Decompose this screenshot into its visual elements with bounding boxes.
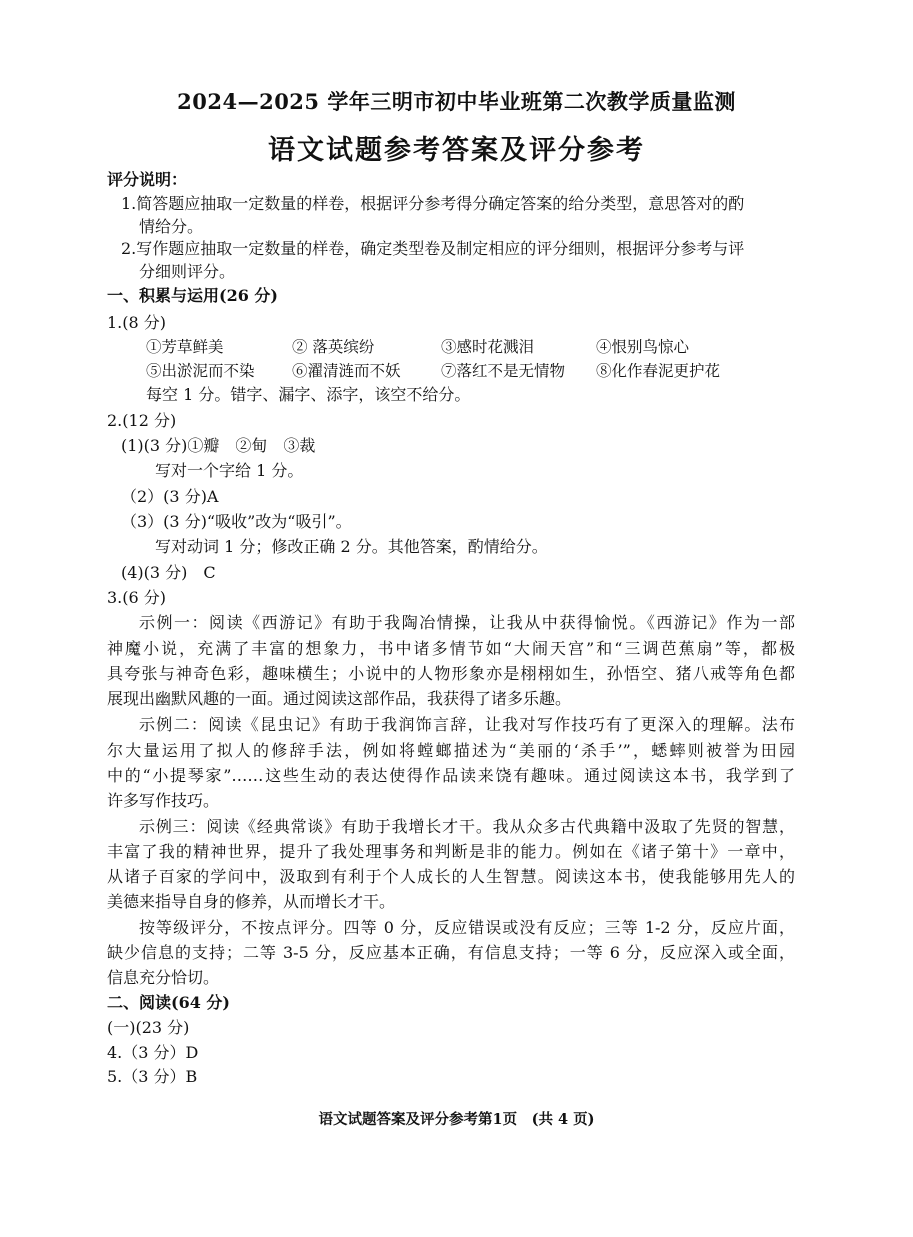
- note-2-line-1: 2.写作题应抽取一定数量的样卷，确定类型卷及制定相应的评分细则，根据评分参考与评: [121, 239, 745, 258]
- q1-answer-4: ④恨别鸟惊心: [596, 338, 690, 356]
- q1-answer-5: ⑤出淤泥而不染: [146, 362, 255, 380]
- document-title: 语文试题参考答案及评分参考: [268, 135, 645, 166]
- q3-example3-line4: 美德来指导自身的修养，从而增长才干。: [107, 892, 396, 911]
- q3-rule-line2: 缺少信息的支持；二等 3-5 分，反应基本正确，有信息支持；一等 6 分，反应深入或全面，: [107, 943, 795, 962]
- q3-example3-line3: 从诸子百家的学问中，汲取到有利于个人成长的人生智慧。阅读这本书，使我能够用先人的: [107, 867, 795, 886]
- part2-section1: (一)(23 分): [107, 1018, 190, 1037]
- q4-answer: 4.（3 分）D: [107, 1043, 199, 1062]
- q2-label: 2.(12 分): [107, 411, 177, 430]
- q1-answer-3: ③感时花溅泪: [441, 338, 535, 356]
- q1-rule: 每空 1 分。错字、漏字、添字，该空不给分。: [146, 385, 471, 404]
- q2-sub4: (4)(3 分) C: [121, 563, 216, 582]
- note-1-line-1: 1.简答题应抽取一定数量的样卷，根据评分参考得分确定答案的给分类型，意思答对的酌: [121, 194, 745, 213]
- q2-sub3: （3）(3 分)“吸收”改为“吸引”。: [121, 512, 352, 531]
- q3-example1-line3: 具夸张与神奇色彩，趣味横生；小说中的人物形象亦是栩栩如生，孙悟空、猪八戒等角色都: [107, 664, 795, 683]
- q3-rule-line3: 信息充分恰切。: [107, 968, 220, 987]
- q2-sub3-rule: 写对动词 1 分；修改正确 2 分。其他答案，酌情给分。: [155, 537, 548, 556]
- part1-heading: 一、积累与运用(26 分): [107, 286, 278, 305]
- q3-example1-line4: 展现出幽默风趣的一面。通过阅读这部作品，我获得了诸多乐趣。: [107, 689, 572, 708]
- q3-example2-line2: 尔大量运用了拟人的修辞手法，例如将螳螂描述为“美丽的‘杀手’”，蟋蟀则被誉为田园: [107, 741, 795, 760]
- q1-answer-7: ⑦落红不是无情物: [441, 362, 566, 380]
- q1-answer-6: ⑥濯清涟而不妖: [292, 362, 401, 380]
- q3-example1-line1: 示例一：阅读《西游记》有助于我陶冶情操，让我从中获得愉悦。《西游记》作为一部: [139, 613, 795, 632]
- q1-label: 1.(8 分): [107, 313, 167, 332]
- note-1-line-2: 情给分。: [139, 217, 204, 236]
- q3-example2-line3: 中的“小提琴家”……这些生动的表达使得作品读来饶有趣味。通过阅读这本书，我学到了: [107, 766, 795, 785]
- q3-label: 3.(6 分): [107, 588, 167, 607]
- q2-sub1-rule: 写对一个字给 1 分。: [155, 461, 304, 480]
- q3-example3-line2: 丰富了我的精神世界，提升了我处理事务和判断是非的能力。例如在《诸子第十》一章中，: [107, 842, 795, 861]
- q2-sub1: (1)(3 分)①瓣 ②甸 ③裁: [121, 436, 316, 455]
- q1-answer-1: ①芳草鲜美: [146, 338, 224, 356]
- q1-answer-2: ② 落英缤纷: [292, 338, 375, 356]
- q3-example3-line1: 示例三：阅读《经典常谈》有助于我增长才干。我从众多古代典籍中汲取了先贤的智慧，: [139, 817, 795, 836]
- page-footer: 语文试题答案及评分参考第1页 (共 4 页): [318, 1111, 595, 1128]
- part2-heading: 二、阅读(64 分): [107, 993, 230, 1012]
- q3-example2-line4: 许多写作技巧。: [107, 791, 220, 810]
- q5-answer: 5.（3 分）B: [107, 1067, 198, 1086]
- q3-example2-line1: 示例二：阅读《昆虫记》有助于我润饰言辞，让我对写作技巧有了更深入的理解。法布: [139, 715, 795, 734]
- q3-rule-line1: 按等级评分，不按点评分。四等 0 分，反应错误或没有反应；三等 1-2 分，反应片面，: [139, 918, 795, 937]
- note-2-line-2: 分细则评分。: [139, 262, 236, 281]
- q2-sub2: （2）(3 分)A: [121, 487, 219, 506]
- exam-title: 2024—2025 学年三明市初中毕业班第二次教学质量监测: [177, 89, 736, 114]
- q3-example1-line2: 神魔小说，充满了丰富的想象力，书中诸多情节如“大闹天宫”和“三调芭蕉扇”等，都极: [107, 639, 795, 658]
- q1-answer-8: ⑧化作春泥更护花: [596, 362, 721, 380]
- notes-heading: 评分说明：: [107, 170, 188, 189]
